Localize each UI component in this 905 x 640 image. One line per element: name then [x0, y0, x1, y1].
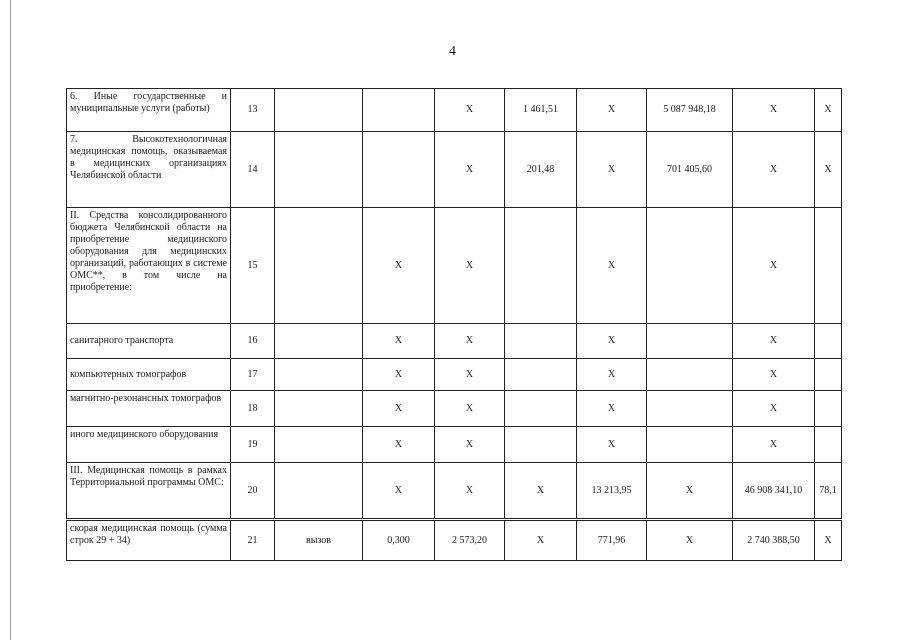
- row-cell: X: [435, 463, 505, 520]
- row-line-number: 19: [231, 427, 275, 463]
- row-cell: X: [647, 463, 733, 520]
- row-cell: X: [733, 324, 815, 359]
- table-row: [67, 463, 842, 520]
- row-line-number: 14: [231, 132, 275, 208]
- row-line-number: 18: [231, 391, 275, 427]
- row-cell: [505, 324, 577, 359]
- row-cell: X: [435, 359, 505, 391]
- row-cell: [505, 427, 577, 463]
- row-cell: X: [363, 427, 435, 463]
- row-cell: 46 908 341,10: [733, 463, 815, 520]
- row-cell: X: [435, 324, 505, 359]
- table-row: [67, 208, 842, 324]
- row-cell: [815, 324, 842, 359]
- row-unit: [275, 208, 363, 324]
- row-cell: [647, 427, 733, 463]
- row-cell: 2 740 388,50: [733, 520, 815, 561]
- table-row: [67, 391, 842, 427]
- row-cell: X: [363, 324, 435, 359]
- row-cell: X: [733, 208, 815, 324]
- row-cell: X: [577, 427, 647, 463]
- row-cell: X: [577, 324, 647, 359]
- row-cell: [647, 359, 733, 391]
- row-cell: X: [577, 89, 647, 132]
- row-cell: X: [733, 89, 815, 132]
- row-cell: X: [505, 463, 577, 520]
- row-cell: X: [647, 520, 733, 561]
- row-unit: [275, 463, 363, 520]
- row-line-number: 20: [231, 463, 275, 520]
- row-unit: [275, 391, 363, 427]
- row-name: 6. Иные государственные и муниципальные услуги (работы): [67, 89, 231, 132]
- row-name: компьютерных томографов: [67, 359, 231, 391]
- row-cell: [505, 391, 577, 427]
- row-cell: 701 405,60: [647, 132, 733, 208]
- row-name: II. Средства консолидированного бюджета Челябинской области на приобретение медицинского оборудования для медицинских организаций, работающих в системе ОМС**, в том числе на приобретение:: [67, 208, 231, 324]
- row-cell: X: [363, 359, 435, 391]
- row-unit: [275, 89, 363, 132]
- row-line-number: 21: [231, 520, 275, 561]
- row-cell: 771,96: [577, 520, 647, 561]
- table-row: [67, 520, 842, 561]
- row-cell: X: [435, 391, 505, 427]
- row-line-number: 15: [231, 208, 275, 324]
- row-cell: X: [435, 89, 505, 132]
- row-cell: [815, 208, 842, 324]
- row-cell: [363, 132, 435, 208]
- row-cell: X: [577, 391, 647, 427]
- row-name: иного медицинского оборудования: [67, 427, 231, 463]
- row-cell: 201,48: [505, 132, 577, 208]
- row-cell: X: [577, 359, 647, 391]
- row-cell: X: [505, 520, 577, 561]
- row-cell: 5 087 948,18: [647, 89, 733, 132]
- row-cell: X: [577, 208, 647, 324]
- row-cell: [815, 427, 842, 463]
- row-cell: X: [733, 427, 815, 463]
- table-row: [67, 89, 842, 132]
- row-cell: X: [363, 463, 435, 520]
- row-cell: 0,300: [363, 520, 435, 561]
- data-table: [66, 88, 842, 561]
- row-cell: [363, 89, 435, 132]
- row-unit: [275, 132, 363, 208]
- table-row: [67, 132, 842, 208]
- row-cell: X: [363, 391, 435, 427]
- row-cell: [647, 324, 733, 359]
- row-cell: [647, 208, 733, 324]
- table-row: [67, 324, 842, 359]
- row-cell: 13 213,95: [577, 463, 647, 520]
- row-name: санитарного транспорта: [67, 324, 231, 359]
- row-cell: X: [435, 208, 505, 324]
- table-row: [67, 359, 842, 391]
- row-cell: X: [435, 427, 505, 463]
- row-cell: [647, 391, 733, 427]
- row-unit: [275, 427, 363, 463]
- row-unit: [275, 324, 363, 359]
- row-cell: X: [435, 132, 505, 208]
- page-number: 4: [449, 44, 456, 59]
- row-name: 7. Высокотехнологичная медицинская помощь, оказываемая в медицинских организациях Челябинской области: [67, 132, 231, 208]
- row-cell: [505, 359, 577, 391]
- row-name: магнитно-резонансных томографов: [67, 391, 231, 427]
- row-name: скорая медицинская помощь (сумма строк 29 + 34): [67, 520, 231, 561]
- row-cell: 1 461,51: [505, 89, 577, 132]
- row-line-number: 17: [231, 359, 275, 391]
- row-cell: [815, 391, 842, 427]
- page-edge-line: [10, 0, 11, 640]
- row-cell: [815, 359, 842, 391]
- row-unit: [275, 359, 363, 391]
- row-cell: X: [577, 132, 647, 208]
- row-unit: вызов: [275, 520, 363, 561]
- row-cell: X: [815, 520, 842, 561]
- row-name: III. Медицинская помощь в рамках Территориальной программы ОМС:: [67, 463, 231, 520]
- row-cell: X: [733, 132, 815, 208]
- row-line-number: 16: [231, 324, 275, 359]
- row-cell: X: [733, 359, 815, 391]
- row-cell: X: [733, 391, 815, 427]
- row-cell: X: [815, 132, 842, 208]
- row-line-number: 13: [231, 89, 275, 132]
- table-row: [67, 427, 842, 463]
- row-cell: 2 573,20: [435, 520, 505, 561]
- row-cell: 78,1: [815, 463, 842, 520]
- row-cell: X: [363, 208, 435, 324]
- row-cell: [505, 208, 577, 324]
- row-cell: X: [815, 89, 842, 132]
